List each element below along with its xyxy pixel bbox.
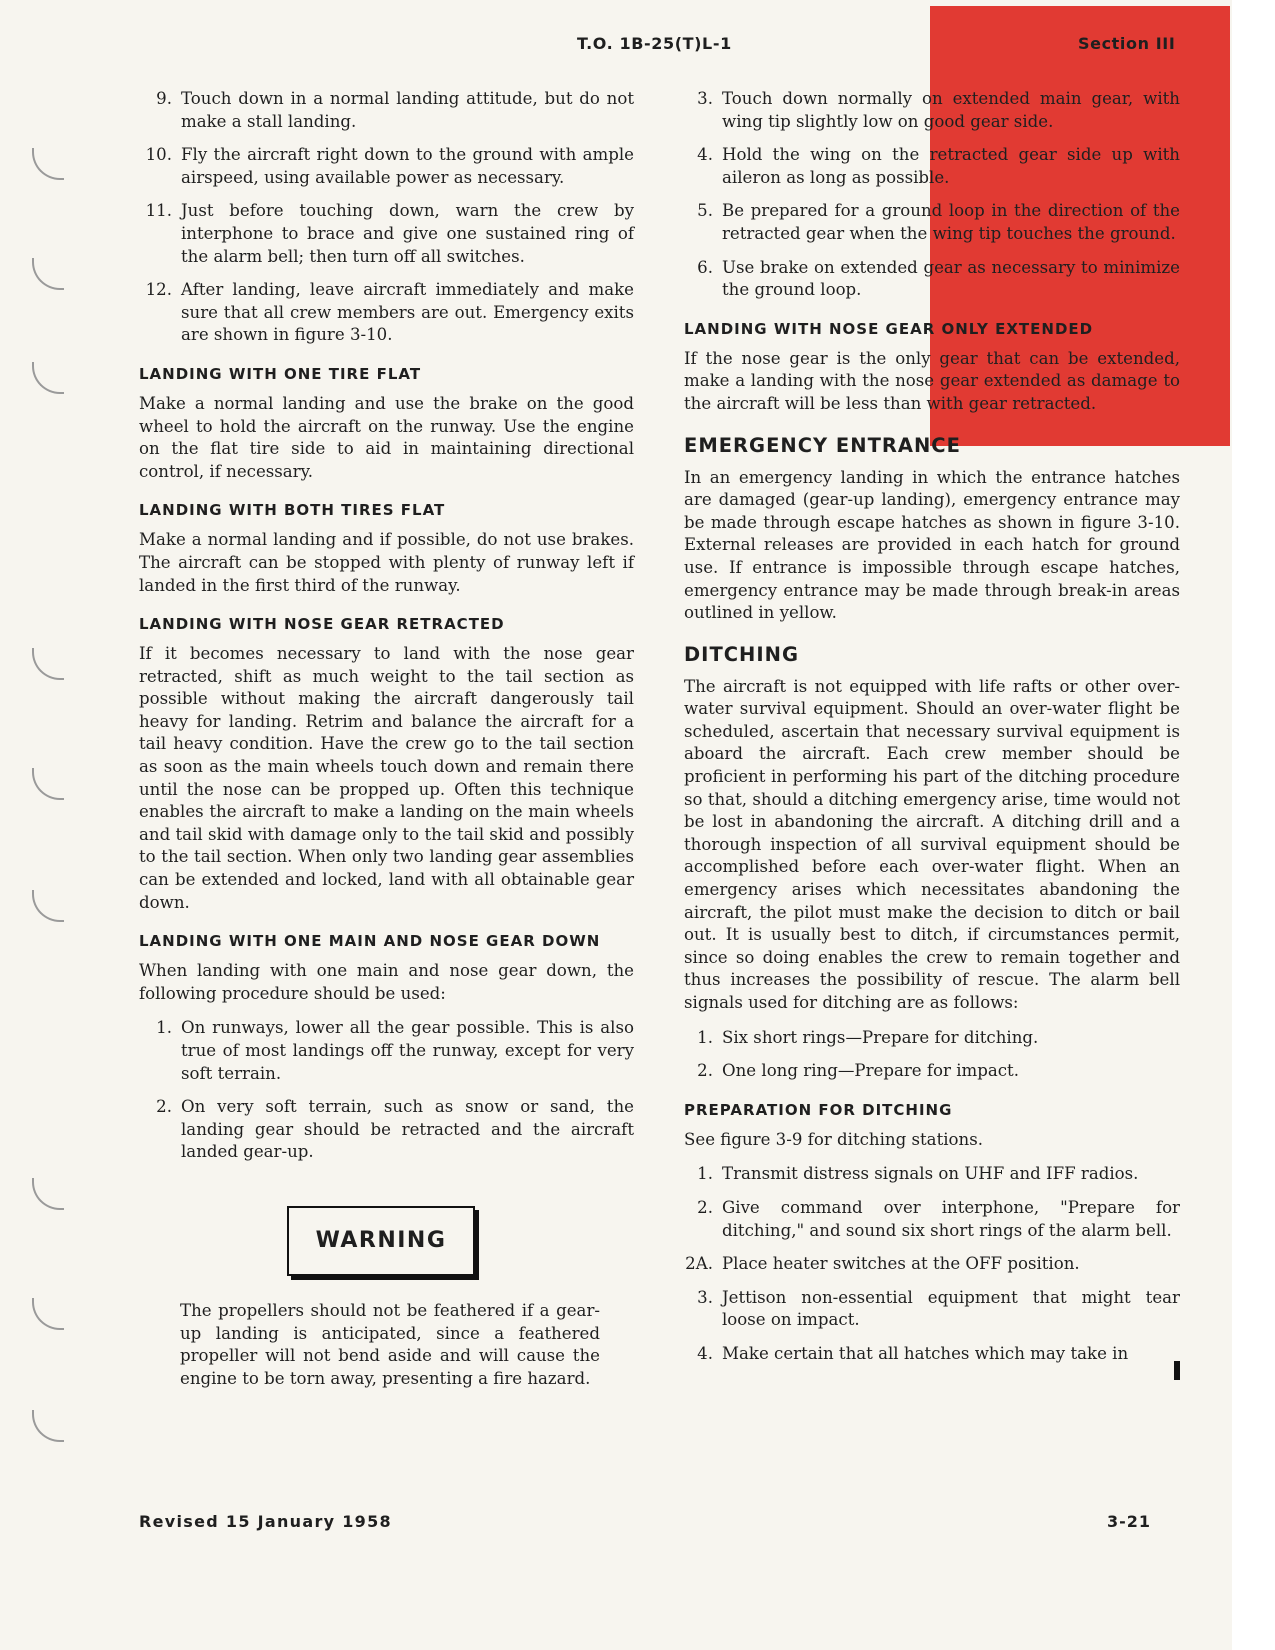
paragraph: If it becomes necessary to land with the nose gear retracted, shift as much weight to the tail section as possible without making the aircraft dangerously tail heavy for landing. Retrim and balance the aircraft for a tail heavy condition. Have the crew go to the tail section as soon as the main wheels touch down and remain there until the nose can be propped up. Often this technique enables the aircraft to make a landing on the main wheels and tail skid with damage only to the tail skid and possibly to the tail section. When only two landing gear assemblies can be extended and locked, land with all obtainable gear down. xyxy=(139,644,634,912)
binder-hole-mark xyxy=(32,1178,64,1210)
warning-text: The propellers should not be feathered if a gear-up landing is anticipated, since a feathered propeller will not bend aside and will cause the engine to be torn away, presenting a fire hazard. xyxy=(180,1300,600,1388)
paragraph: Make a normal landing and use the brake on the good wheel to hold the aircraft on the runway. Use the engine on the flat tire side to aid in maintaining directional control, if necessary. xyxy=(139,393,634,481)
page-edge xyxy=(1232,0,1275,1650)
section-heading: LANDING WITH ONE MAIN AND NOSE GEAR DOWN xyxy=(139,932,601,951)
list-item: 1. On runways, lower all the gear possible. This is also true of most landings off the runway, except for very soft terrain. xyxy=(156,1018,634,1083)
list-item: 2. On very soft terrain, such as snow or sand, the landing gear should be retracted and the aircraft landed gear-up. xyxy=(156,1097,634,1162)
binder-hole-mark xyxy=(32,362,64,394)
section-heading: PREPARATION FOR DITCHING xyxy=(684,1100,953,1119)
change-bar xyxy=(1174,1361,1180,1380)
section-heading: EMERGENCY ENTRANCE xyxy=(684,433,961,457)
binder-hole-mark xyxy=(32,768,64,800)
list-item: 1. Six short rings—Prepare for ditching. xyxy=(697,1027,1039,1047)
list-item: 2. Give command over interphone, "Prepare for ditching," and sound six short rings of the alarm bell. xyxy=(697,1197,1180,1240)
section-heading: DITCHING xyxy=(684,642,799,666)
list-item: 12. After landing, leave aircraft immediately and make sure that all crew members are out. Emergency exits are shown in figure 3-10. xyxy=(145,280,634,345)
paragraph: If the nose gear is the only gear that can be extended, make a landing with the nose gear extended as damage to the aircraft will be less than with gear retracted. xyxy=(684,348,1180,413)
list-item: 11. Just before touching down, warn the crew by interphone to brace and give one sustained ring of the alarm bell; then turn off all switches. xyxy=(145,201,634,266)
paragraph: In an emergency landing in which the entrance hatches are damaged (gear-up landing), emergency entrance may be made through escape hatches as shown in figure 3-10. External releases are provided in each hatch for ground use. If entrance is impossible through escape hatches, emergency entrance may be made through break-in areas outlined in yellow. xyxy=(684,467,1180,623)
section-heading: LANDING WITH NOSE GEAR ONLY EXTENDED xyxy=(684,319,1094,338)
list-item: 3. Touch down normally on extended main gear, with wing tip slightly low on good gear side. xyxy=(697,89,1180,131)
left-column xyxy=(139,88,634,1402)
list-item: 9. Touch down in a normal landing attitude, but do not make a stall landing. xyxy=(156,89,634,131)
list-item: 6. Use brake on extended gear as necessary to minimize the ground loop. xyxy=(697,257,1180,300)
section-heading: LANDING WITH ONE TIRE FLAT xyxy=(139,364,422,383)
list-item: 1. Transmit distress signals on UHF and IFF radios. xyxy=(697,1164,1139,1184)
revision-date: Revised 15 January 1958 xyxy=(139,1512,392,1531)
warning-box: WARNING xyxy=(287,1206,475,1276)
right-column xyxy=(684,88,1180,1377)
binder-hole-mark xyxy=(32,648,64,680)
binder-hole-mark xyxy=(32,258,64,290)
list-item: 5. Be prepared for a ground loop in the direction of the retracted gear when the wing tip touches the ground. xyxy=(697,201,1180,243)
list-item: 3. Jettison non-essential equipment that might tear loose on impact. xyxy=(697,1287,1180,1330)
paragraph: See figure 3-9 for ditching stations. xyxy=(684,1129,984,1149)
section-heading: LANDING WITH BOTH TIRES FLAT xyxy=(139,501,446,520)
tech-order-number: T.O. 1B-25(T)L-1 xyxy=(577,34,732,53)
binder-hole-mark xyxy=(32,1298,64,1330)
section-heading: LANDING WITH NOSE GEAR RETRACTED xyxy=(139,615,505,634)
paragraph: Make a normal landing and if possible, do not use brakes. The aircraft can be stopped with plenty of runway left if landed in the first third of the runway. xyxy=(139,530,634,595)
binder-hole-mark xyxy=(32,890,64,922)
list-item: 2. One long ring—Prepare for impact. xyxy=(697,1061,1020,1081)
binder-hole-mark xyxy=(32,1410,64,1442)
paragraph: When landing with one main and nose gear down, the following procedure should be used: xyxy=(139,961,634,1003)
paragraph: The aircraft is not equipped with life rafts or other over-water survival equipment. Should an over-water flight be scheduled, ascertain that necessary survival equipment is aboard the aircraft. Each crew member should be proficient in performing his part of the ditching procedure so that, should a ditching emergency arise, time would not be lost in abandoning the aircraft. A ditching drill and a thorough inspection of all survival equipment should be accomplished before each over-water flight. When an emergency arises which necessitates abandoning the aircraft, the pilot must make the decision to ditch or bail out. It is usually best to ditch, if circumstances permit, since so doing enables the crew to remain together and thus increases the possibility of rescue. The alarm bell signals used for ditching are as follows: xyxy=(684,676,1180,1012)
list-item: 4. Hold the wing on the retracted gear side up with aileron as long as possible. xyxy=(697,145,1180,187)
list-item: 10. Fly the aircraft right down to the ground with ample airspeed, using available power as necessary. xyxy=(145,145,634,187)
page-number: 3-21 xyxy=(1107,1512,1152,1531)
section-label: Section III xyxy=(1078,34,1176,53)
list-item: 2A. Place heater switches at the OFF position. xyxy=(685,1254,1080,1274)
binder-hole-mark xyxy=(32,148,64,180)
list-item: 4. Make certain that all hatches which may take in xyxy=(697,1343,1129,1363)
